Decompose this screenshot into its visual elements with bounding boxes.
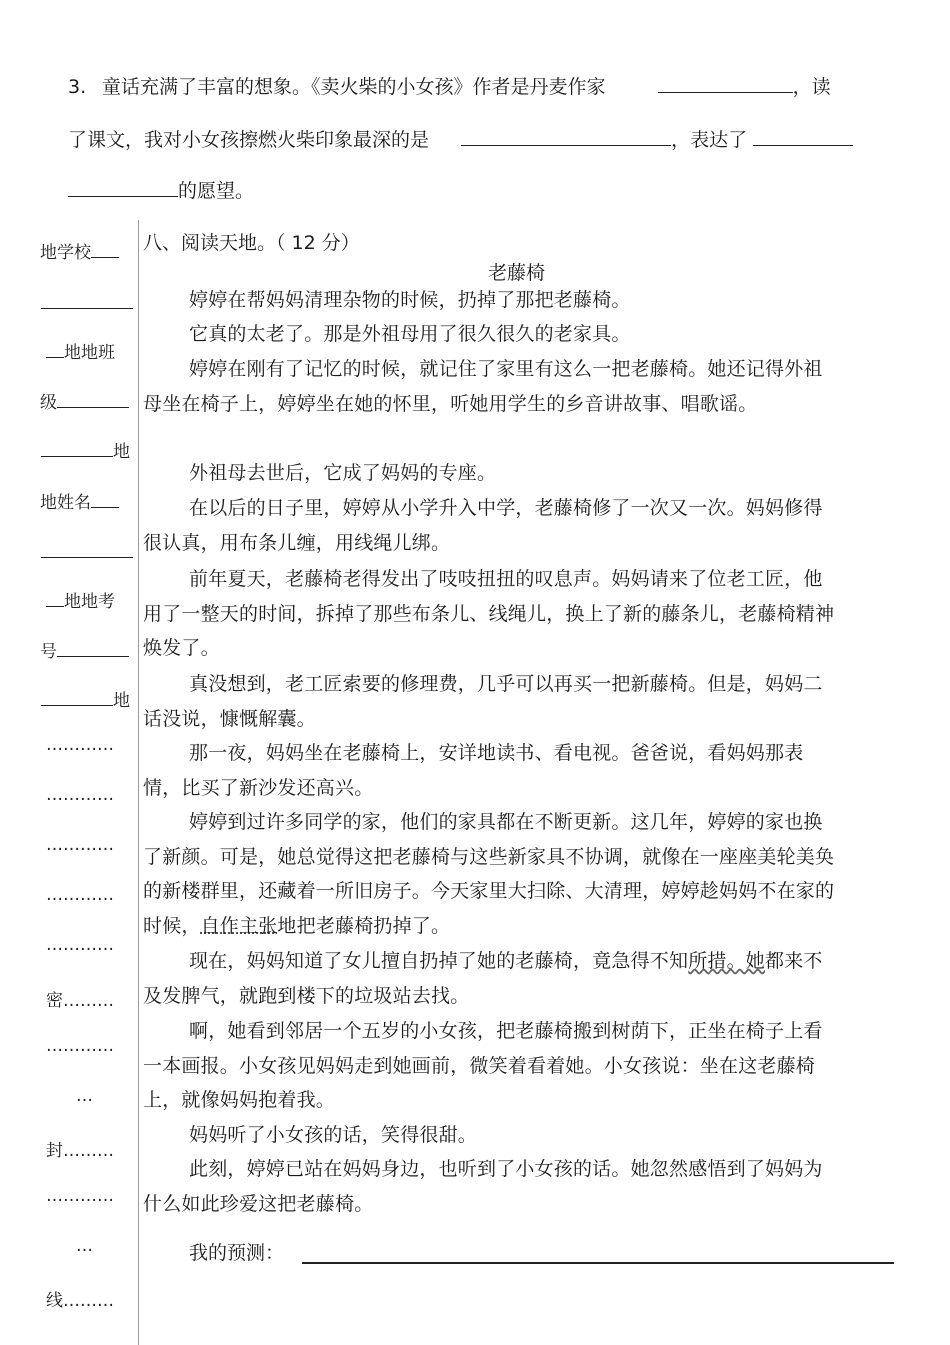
paragraph-text: 外祖母去世后，它成了妈妈的专座。 xyxy=(189,462,497,484)
exam-label-2: 号 xyxy=(40,642,57,662)
paragraph-text: 婷婷到过许多同学的家，他们的家具都在不断更新。这几年，婷婷的家也换了新颜。可是，她总觉得这把老藤椅与这些新家具不协调，就像在一座座美轮美奂的新楼群里，还藏着一所旧房子。今天家里大扫除、大清理，婷婷趁妈妈不在家的时候， xyxy=(143,811,835,937)
ellipsis-row: … xyxy=(76,1086,93,1106)
story-paragraph-6 xyxy=(143,562,840,666)
paragraph-text: 啊，她看到邻居一个五岁的小女孩，把老藤椅搬到树荫下，正坐在椅子上看一本画报。小女孩见妈妈走到她画前，微笑着看着她。小女孩说：坐在这老藤椅上，就像妈妈抱着我。 xyxy=(143,1020,823,1111)
story-paragraph-13 xyxy=(143,1152,840,1221)
question-3-line-1 xyxy=(68,72,831,99)
paragraph-text: 在以后的日子里，婷婷从小学升入中学，老藤椅修了一次又一次。妈妈修得很认真，用布条儿缠，用线绳儿绑。 xyxy=(143,497,823,554)
ellipsis-row: … xyxy=(76,1236,93,1256)
exam-field-3 xyxy=(41,686,130,711)
exam-label: 地地考 xyxy=(64,592,115,612)
story-paragraph-9 xyxy=(143,805,840,943)
author-answer-blank[interactable] xyxy=(658,74,793,93)
prediction-label: 我的预测： xyxy=(189,1242,285,1264)
story-paragraph-4 xyxy=(143,456,840,491)
exam-field-2 xyxy=(40,637,129,662)
marked-phrase: 所措。她 xyxy=(688,950,766,972)
story-paragraph-5 xyxy=(143,491,840,560)
story-paragraph-10 xyxy=(143,944,840,1013)
name-label: 地姓名 xyxy=(40,493,91,513)
dots-row: ………… xyxy=(46,885,114,905)
class-field xyxy=(46,338,115,363)
paragraph-text: 地把老藤椅扔掉了。 xyxy=(277,914,451,937)
exam-field xyxy=(46,587,115,612)
question-3-line-3 xyxy=(68,176,254,203)
dots-row: ………… xyxy=(46,735,114,755)
di-label: 地 xyxy=(113,442,130,462)
seal-label-xian: 线……… xyxy=(46,1291,114,1311)
school-label: 地学校 xyxy=(40,243,91,263)
dots-row: ………… xyxy=(46,785,114,805)
binding-margin-line xyxy=(138,220,139,1345)
exam-blank-lead[interactable] xyxy=(46,591,64,607)
paragraph-text: 前年夏天，老藤椅老得发出了吱吱扭扭的叹息声。妈妈请来了位老工匠，他用了一整天的时间，拆掉了那些布条儿、线绳儿，换上了新的藤条儿，老藤椅精神焕发了。 xyxy=(143,568,835,659)
marked-phrase: 自作主张 xyxy=(200,914,278,937)
question-number: 3. xyxy=(68,76,87,98)
school-field xyxy=(40,238,119,263)
paragraph-text: 它真的太老了。那是外祖母用了很久很久的老家具。 xyxy=(189,323,631,345)
class-blank[interactable] xyxy=(57,392,129,408)
dots-row: ………… xyxy=(46,835,114,855)
di-label-2: 地 xyxy=(113,691,130,711)
story-paragraph-7 xyxy=(143,667,840,736)
class-label: 地地班 xyxy=(64,343,115,363)
paragraph-text: 婷婷在刚有了记忆的时候，就记住了家里有这么一把老藤椅。她还记得外祖母坐在椅子上，婷婷坐在她的怀里，听她用学生的乡音讲故事、唱歌谣。 xyxy=(143,358,823,415)
wish-answer-blank-1[interactable] xyxy=(753,127,853,146)
paragraph-text: 现在，妈妈知道了女儿擅自扔掉了她的老藤椅，竟急得不知 xyxy=(189,950,689,972)
class-blank-2[interactable] xyxy=(41,441,113,457)
exam-blank-2[interactable] xyxy=(41,690,113,706)
question-3-text-c: 了课文，我对小女孩擦燃火柴印象最深的是 xyxy=(68,129,430,151)
section-title: 八、阅读天地。（ 12 分） xyxy=(143,232,360,254)
question-3-text-a: 童话充满了丰富的想象。《卖火柴的小女孩》作者是丹麦作家 xyxy=(102,76,606,98)
class-field-2 xyxy=(40,388,129,413)
paragraph-text: 此刻，婷婷已站在妈妈身边，也听到了小女孩的话。她忽然感悟到了妈妈为什么如此珍爱这把老藤椅。 xyxy=(143,1158,823,1215)
class-field-3 xyxy=(41,437,130,462)
name-blank-2[interactable] xyxy=(41,542,133,558)
dots-row: ………… xyxy=(46,1186,114,1206)
dots-row: ………… xyxy=(46,935,114,955)
school-blank[interactable] xyxy=(91,242,119,258)
seal-label-mi: 密……… xyxy=(46,991,114,1011)
wish-answer-blank-2[interactable] xyxy=(68,178,178,197)
story-paragraph-3 xyxy=(143,352,840,421)
school-blank-2[interactable] xyxy=(41,293,133,309)
story-paragraph-2 xyxy=(143,317,840,352)
prediction-answer-line[interactable] xyxy=(302,1262,894,1264)
story-paragraph-11 xyxy=(143,1014,840,1118)
paragraph-text: 婷婷在帮妈妈清理杂物的时候，扔掉了那把老藤椅。 xyxy=(189,289,631,311)
question-3-text-e: 的愿望。 xyxy=(178,180,255,202)
name-field xyxy=(40,488,119,513)
class-label-2: 级 xyxy=(40,393,57,413)
school-blank-2-row xyxy=(41,293,133,314)
question-3-line-2 xyxy=(68,125,853,152)
paragraph-text: 妈妈听了小女孩的话，笑得很甜。 xyxy=(189,1124,478,1146)
dots-row: ………… xyxy=(46,1036,114,1056)
question-3-text-d: ，表达了 xyxy=(671,129,748,151)
paragraph-text: 都来不及发脾气，就跑到楼下的垃圾站去找。 xyxy=(143,950,823,1007)
name-blank[interactable] xyxy=(91,492,119,508)
name-blank-2-row xyxy=(41,542,133,563)
paragraph-text: 那一夜，妈妈坐在老藤椅上，安详地读书、看电视。爸爸说，看妈妈那表情，比买了新沙发还高兴。 xyxy=(143,742,804,799)
seal-label-feng: 封……… xyxy=(46,1141,114,1161)
impression-answer-blank[interactable] xyxy=(461,127,671,146)
exam-blank[interactable] xyxy=(57,641,129,657)
paragraph-text: 真没想到，老工匠索要的修理费，几乎可以再买一把新藤椅。但是，妈妈二话没说，慷慨解囊。 xyxy=(143,673,823,730)
story-paragraph-12 xyxy=(143,1118,840,1153)
class-blank-lead[interactable] xyxy=(46,342,64,358)
story-paragraph-8 xyxy=(143,736,840,805)
question-3-text-b: ，读 xyxy=(792,76,831,98)
story-title: 老藤椅 xyxy=(488,262,546,284)
story-paragraph-1 xyxy=(143,283,840,318)
